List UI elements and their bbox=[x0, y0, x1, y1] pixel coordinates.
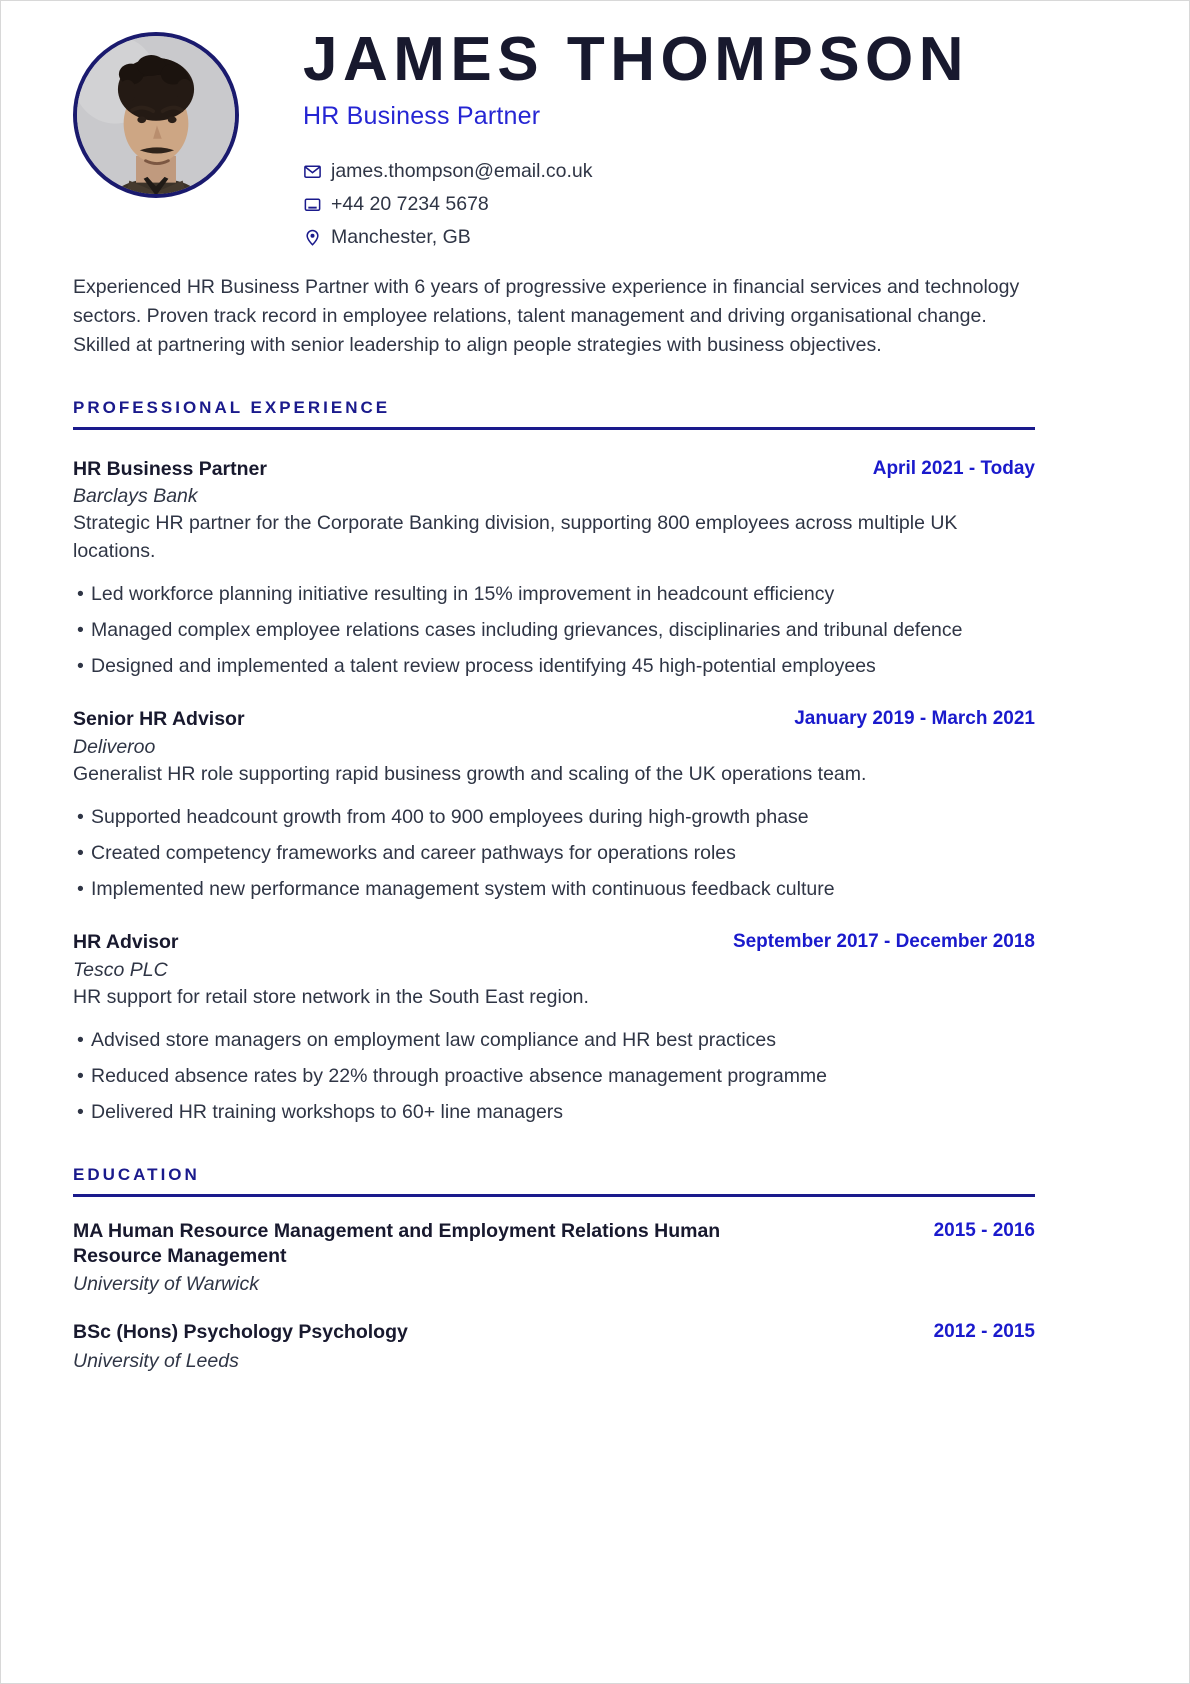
experience-description: HR support for retail store network in the South East region. bbox=[73, 985, 589, 1008]
bullet-glyph: • bbox=[77, 842, 84, 865]
bullet-text: Designed and implemented a talent review process identifying 45 high-potential employees bbox=[91, 654, 876, 677]
education-entry bbox=[73, 1320, 1035, 1372]
bullet-text: Implemented new performance management system with continuous feedback culture bbox=[91, 877, 835, 900]
bullet-glyph: • bbox=[77, 618, 84, 641]
experience-dates: January 2019 - March 2021 bbox=[794, 708, 1035, 730]
list-item bbox=[73, 840, 1035, 868]
education-dates: 2012 - 2015 bbox=[933, 1321, 1035, 1343]
location-pin-icon bbox=[303, 228, 322, 247]
bullet-text: Reduced absence rates by 22% through proactive absence management programme bbox=[91, 1065, 828, 1088]
education-degree: MA Human Resource Management and Employment Relations Human Resource Management bbox=[73, 1219, 721, 1267]
section-professional-experience bbox=[73, 398, 1035, 1127]
education-entry bbox=[73, 1219, 1035, 1297]
list-item bbox=[73, 804, 1035, 832]
bullet-text: Managed complex employee relations cases including grievances, disciplinaries and tribunal defence bbox=[91, 618, 963, 641]
list-item bbox=[73, 876, 1035, 904]
bullet-text: Advised store managers on employment law compliance and HR best practices bbox=[91, 1029, 776, 1052]
education-dates: 2015 - 2016 bbox=[933, 1219, 1035, 1241]
bullet-text: Delivered HR training workshops to 60+ line managers bbox=[91, 1100, 564, 1123]
experience-description: Generalist HR role supporting rapid business growth and scaling of the UK operations team. bbox=[73, 762, 867, 785]
experience-organisation: Tesco PLC bbox=[73, 958, 168, 981]
bullet-glyph: • bbox=[77, 1100, 84, 1123]
experience-role: Senior HR Advisor bbox=[73, 708, 245, 731]
contact-phone[interactable] bbox=[303, 188, 1035, 221]
section-education bbox=[73, 1165, 1035, 1373]
job-title: HR Business Partner bbox=[303, 102, 541, 131]
bullet-text: Led workforce planning initiative resulting in 15% improvement in headcount efficiency bbox=[91, 583, 835, 606]
section-title-education: EDUCATION bbox=[73, 1164, 200, 1184]
resume-content bbox=[73, 27, 1035, 1373]
bullet-glyph: • bbox=[77, 583, 84, 606]
experience-entry bbox=[73, 457, 1035, 681]
phone-icon bbox=[303, 195, 322, 214]
education-school: University of Leeds bbox=[73, 1349, 239, 1372]
resume-header bbox=[73, 27, 1035, 279]
section-divider bbox=[73, 1194, 1035, 1197]
contact-email[interactable] bbox=[303, 155, 1035, 188]
education-degree: BSc (Hons) Psychology Psychology bbox=[73, 1321, 408, 1344]
profile-photo-illustration bbox=[77, 36, 235, 194]
list-item bbox=[73, 1027, 1035, 1055]
bullet-glyph: • bbox=[77, 654, 84, 677]
list-item bbox=[73, 653, 1035, 681]
education-entry-header bbox=[73, 1219, 1035, 1270]
education-school: University of Warwick bbox=[73, 1273, 260, 1296]
experience-bullet-list bbox=[73, 804, 1035, 903]
experience-role: HR Advisor bbox=[73, 931, 179, 954]
experience-role: HR Business Partner bbox=[73, 457, 267, 480]
contact-list bbox=[303, 155, 1035, 254]
experience-entry bbox=[73, 930, 1035, 1126]
bullet-glyph: • bbox=[77, 1065, 84, 1088]
contact-email-value: james.thompson@email.co.uk bbox=[331, 160, 593, 183]
experience-organisation: Barclays Bank bbox=[73, 484, 198, 507]
bullet-text: Supported headcount growth from 400 to 900 employees during high-growth phase bbox=[91, 806, 809, 829]
experience-dates: April 2021 - Today bbox=[872, 457, 1035, 479]
experience-bullet-list bbox=[73, 581, 1035, 680]
experience-entry-header bbox=[73, 707, 1035, 732]
bullet-text: Created competency frameworks and career pathways for operations roles bbox=[91, 842, 736, 865]
list-item bbox=[73, 1063, 1035, 1091]
section-divider bbox=[73, 427, 1035, 430]
education-entry-header bbox=[73, 1320, 1035, 1345]
section-title-experience: PROFESSIONAL EXPERIENCE bbox=[73, 397, 391, 417]
experience-dates: September 2017 - December 2018 bbox=[732, 931, 1035, 953]
contact-location[interactable] bbox=[303, 221, 1035, 254]
contact-phone-value: +44 20 7234 5678 bbox=[331, 193, 489, 216]
list-item bbox=[73, 617, 1035, 645]
bullet-glyph: • bbox=[77, 1029, 84, 1052]
list-item bbox=[73, 1099, 1035, 1127]
experience-description: Strategic HR partner for the Corporate Banking division, supporting 800 employees across multiple UK locations. bbox=[73, 511, 958, 562]
experience-entry-header bbox=[73, 930, 1035, 955]
bullet-glyph: • bbox=[77, 877, 84, 900]
professional-summary: Experienced HR Business Partner with 6 years of progressive experience in financial services and technology sectors. Proven track record in employee relations, talent management and driving organisational change. Skilled at partnering with senior leadership to align people strategies with business objectives. bbox=[73, 276, 1020, 356]
list-item bbox=[73, 581, 1035, 609]
experience-bullet-list bbox=[73, 1027, 1035, 1126]
contact-location-value: Manchester, GB bbox=[331, 226, 471, 249]
header-text-block bbox=[303, 27, 1035, 254]
envelope-icon bbox=[303, 162, 322, 181]
bullet-glyph: • bbox=[77, 806, 84, 829]
experience-entry bbox=[73, 707, 1035, 903]
avatar bbox=[73, 32, 239, 198]
experience-entry-header bbox=[73, 457, 1035, 482]
page-title: JAMES THOMPSON bbox=[303, 25, 970, 94]
experience-organisation: Deliveroo bbox=[73, 735, 156, 758]
